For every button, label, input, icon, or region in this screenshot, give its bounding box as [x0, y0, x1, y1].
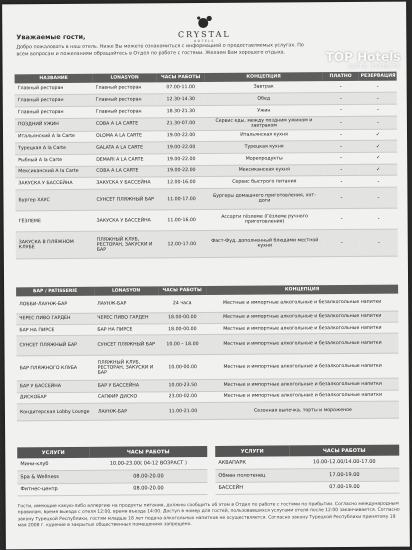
cell-concept: Сервис быстрого питания — [205, 176, 323, 189]
col-header: ЧАСЫ РАБОТЫ — [158, 286, 206, 295]
table-row — [17, 482, 207, 496]
cell-concept: Местные и импортные алкогольные и безалкогольные напитки — [206, 333, 398, 354]
cell-hours: 17.00-19.00 — [289, 468, 399, 481]
cell-location: COBA A LA CARTE — [93, 117, 157, 130]
services-table-right — [215, 445, 399, 495]
table-row — [16, 229, 398, 259]
cell-hours: 07.00-19.00 — [289, 481, 399, 494]
cell-hours: 12.00-16.00 — [157, 177, 205, 189]
cell-concept: Местные и импортные алкогольные и безалкогольные напитки — [206, 311, 398, 324]
table-row — [215, 481, 399, 495]
cell-concept: Турецкая кухня — [205, 141, 323, 154]
watermark-subtitle: ФОТО ТУРИСТА — [348, 63, 401, 70]
cell-hours: 08.00-20.00 — [89, 482, 207, 495]
cell-name: БАР ПЛЯЖНОГО КЛУБА — [17, 356, 95, 382]
cell-reservation: ✓ — [359, 152, 397, 164]
cell-name: Рыбный A la Carte — [15, 154, 93, 166]
hotel-logo — [164, 15, 244, 44]
cell-concept: Ассорти гёзлеме (Гёзлеме ручного приготовления) — [206, 209, 324, 231]
cell-location: СУНСЕТ ПЛЯЖНЫЙ БАР — [93, 189, 157, 210]
table-row — [16, 208, 398, 232]
col-header: БАР / PATISSERIE — [16, 287, 94, 297]
brand-name: CRYSTAL — [177, 29, 231, 40]
footer-notes: Гости, имеющие какую-либо аллергию на продукты питания, должны сообщить об этом в Отдел по работе с гостями по прибытии. Согласно международным правилам, время выезда с отеля 12:00, время въезда 14:00. Доступ в номер для гостей, пользовавшихся услугами отеля после 12:00 заканчивается. Согласно закону Турецкой Республики, гостям младше 18 лет подача алкогольных напитков не осуществляется. Согласно закону Турецкой Республики принятому 19 мая 2008 г. курение в закрытых общественных помещениях запрещено. — [17, 501, 400, 529]
col-header: LONASYON — [94, 286, 158, 295]
cell-hours: 10.00-00.00 — [159, 355, 207, 380]
cell-service: БАССЕЙН — [215, 481, 289, 494]
cell-paid: - — [324, 208, 360, 229]
cell-paid: - — [323, 176, 359, 188]
cell-name: Бургер ХАУС — [15, 189, 93, 211]
cell-paid: - — [323, 104, 359, 116]
cell-service: Фитнес-центр — [17, 483, 89, 496]
cell-name: ДИСКОБАР — [17, 392, 95, 404]
info-sheet — [2, 2, 410, 550]
cell-name: ЗАКУСКА В ПЛЯЖНОМ КЛУБЕ — [16, 231, 94, 259]
col-header: ЧАСЫ РАБОТЫ — [289, 445, 399, 457]
cell-location: ЗАКУСКА У БАССЕЙНА — [93, 177, 157, 189]
cell-concept: Местные и импортные алкогольные и безалкогольные напитки — [206, 322, 398, 335]
cell-location: Главный ресторан — [93, 94, 157, 106]
cell-location: БАР НА ПИРСЕ — [94, 324, 158, 336]
cell-reservation: - — [359, 81, 397, 93]
cell-concept: Морепродукты — [205, 153, 323, 166]
cell-paid: - — [323, 164, 359, 176]
cell-concept: Местные и импортные алкогольные и безалкогольные напитки — [207, 390, 399, 403]
col-header: НАЗВАНИЕ — [15, 74, 93, 84]
cell-concept: Сервис еды, между поздним ужином и завтраком — [205, 116, 323, 130]
table-row — [16, 333, 398, 356]
cell-location: DEMARI A LA CARTE — [93, 154, 157, 166]
cell-reservation: ✓ — [359, 164, 397, 176]
cell-location: БАР У БАССЕЙНА — [95, 380, 159, 392]
cell-service: АКВАПАРК — [215, 456, 289, 469]
cell-hours: 21.30-07.00 — [157, 117, 205, 130]
greeting-text: Добро пожаловать в наш отель. Ниже Вы можете ознакомиться с информацией о предоставляемых услугах. По всем вопросам и пожеланиям обращайтесь в Отдел по работе с гостями. Желаем Вам хорошего отдыха. — [16, 43, 304, 58]
cell-concept: Местные и импортные алкогольные и безалкогольные напитки — [207, 378, 399, 391]
cell-paid: - — [323, 81, 359, 93]
cell-hours: 19.00-22.00 — [157, 153, 205, 165]
cell-concept: Мексиканская кухня — [205, 164, 323, 177]
cell-concept: Сезонная выпечка, торты и мороженое — [207, 401, 399, 419]
col-header: ЧАСЫ РАБОТЫ — [89, 446, 207, 458]
cell-reservation: - — [360, 229, 398, 256]
cell-location: ЗАКУСКА У БАССЕЙНА — [94, 210, 158, 231]
greeting-title: Уважаемые гости, — [16, 32, 86, 42]
cell-hours: 19.00-22.00 — [157, 130, 205, 142]
col-header: УСЛУГИ — [17, 447, 89, 459]
cell-hours: 24 часа — [158, 295, 206, 312]
brand-sub: HOTELS — [193, 38, 215, 44]
cell-location: ЛАУНЖ-БАР — [94, 295, 158, 312]
cell-hours: 18.00-00.00 — [158, 323, 206, 335]
cell-name: Мексиканский A la Carte — [15, 166, 93, 178]
cell-hours: 19.00-22.00 — [157, 142, 205, 154]
cell-name: Турецкая A la Carte — [15, 143, 93, 155]
cell-concept: Местные и импортные алкогольные и безалкогольные напитки — [207, 353, 399, 379]
cell-reservation: - — [359, 187, 397, 208]
cell-paid: - — [323, 93, 359, 105]
col-header: КОНЦЕПЦИЯ — [205, 72, 323, 82]
cell-concept: Местные и импортные алкогольные и безалкогольные напитки — [206, 294, 398, 312]
cell-name: ПОЗДНИЙ УЖИН — [15, 118, 93, 132]
table-row — [15, 187, 397, 211]
cell-hours: 10.00-23.00( 04-12 ВОЗРАСТ ) — [89, 457, 207, 470]
cell-hours: 11.00-21.00 — [159, 403, 207, 420]
table-row — [17, 353, 399, 381]
cell-name: БАР НА ПИРСЕ — [16, 324, 94, 336]
cell-hours: 18.00-00.00 — [158, 312, 206, 324]
cell-service: Мини-клуб — [17, 458, 89, 471]
cell-location: Главный ресторан — [93, 106, 157, 118]
services-table-left — [17, 446, 207, 496]
cell-reservation: - — [359, 104, 397, 116]
col-header: КОНЦЕПЦИЯ — [206, 285, 398, 295]
cell-hours: 18.30-21.30 — [157, 105, 205, 117]
cell-paid: - — [323, 141, 359, 153]
logo-mark-icon — [194, 15, 214, 29]
cell-name: Кондитерская Lobby Lounge — [17, 403, 95, 421]
cell-concept: Итальянская кухня — [205, 129, 323, 142]
cell-name: ЧЕРЕС ПИВО ГАРДЕН — [16, 313, 94, 325]
cell-name: ГЁЗЛЕМЕ — [16, 210, 94, 232]
cell-service: Spa & Wellness — [17, 470, 89, 483]
bars-table — [16, 285, 399, 422]
cell-hours: 23.00-02.00 — [159, 391, 207, 403]
cell-name: Итальянский A la Carte — [15, 131, 93, 143]
cell-name: БАР У БАССЕЙНА — [17, 381, 95, 393]
cell-hours: 11.00-17.00 — [157, 189, 205, 210]
cell-location: САПФИР ДИСКО — [95, 392, 159, 404]
cell-location: СУНСЕТ ПЛЯЖНЫЙ БАР — [94, 335, 158, 355]
cell-hours: 10.00-23.50 — [159, 380, 207, 392]
cell-name: СУНСЕТ ПЛЯЖНЫЙ БАР — [16, 336, 94, 357]
cell-name: Главный ресторан — [15, 106, 93, 118]
restaurants-table — [15, 72, 398, 260]
table-row — [17, 401, 399, 421]
cell-name: Главный ресторан — [15, 83, 93, 95]
col-header: ПЛАТНО — [323, 72, 359, 81]
cell-hours: 19.00-22.00 — [157, 165, 205, 177]
col-header: РЕЗЕРВАЦИЯ — [359, 72, 397, 81]
cell-concept: Фаст-Фуд, дополненный блюдами местной кухни — [206, 230, 324, 258]
cell-hours: 08.00-20.00 — [89, 469, 207, 482]
watermark-title: TOP Hotels — [325, 49, 401, 65]
cell-reservation: - — [359, 175, 397, 187]
cell-hours: 12.30-14.30 — [157, 94, 205, 106]
cell-location: ЛАУНЖ-БАР — [95, 403, 159, 420]
col-header: УСЛУГИ — [215, 445, 289, 457]
cell-reservation: - — [359, 116, 397, 129]
cell-hours: 10.00-12.00/14.00-17.00 — [289, 456, 399, 469]
cell-location: ПЛЯЖНЫЙ КЛУБ, РЕСТОРАН, ЗАКУСКИ И БАР — [95, 355, 159, 380]
cell-hours: 12.00-17.00 — [158, 231, 206, 258]
cell-reservation: ✓ — [359, 140, 397, 152]
cell-location: ПЛЯЖНЫЙ КЛУБ, РЕСТОРАН, ЗАКУСКИ И БАР — [94, 231, 158, 258]
cell-paid: - — [324, 229, 360, 256]
cell-hours: 10.00 – 18.00 — [158, 335, 206, 355]
cell-location: COBA A LA CARTE — [93, 165, 157, 177]
cell-location: GALATA A LA CARTE — [93, 142, 157, 154]
cell-concept: Бургеры домашнего приготовления, хот-доги — [205, 188, 323, 210]
cell-hours: 11.00-16.00 — [158, 210, 206, 231]
col-header: LONASYON — [93, 73, 157, 82]
cell-concept: Обед — [205, 93, 323, 106]
cell-location: ЧЕРЕС ПИВО ГАРДЕН — [94, 312, 158, 324]
cell-location: OLOMA A LA CARTE — [93, 130, 157, 142]
cell-paid: - — [323, 129, 359, 141]
cell-reservation: ✓ — [359, 129, 397, 141]
cell-paid: - — [323, 152, 359, 164]
cell-paid: - — [323, 187, 359, 208]
cell-reservation: - — [359, 92, 397, 104]
cell-paid: - — [323, 116, 359, 129]
cell-name: ЛОББИ-ЛАУНЖ-БАР — [16, 296, 94, 314]
cell-service: Обмен полотенец — [215, 469, 289, 482]
col-header: ЧАСЫ РАБОТЫ — [157, 73, 205, 82]
cell-name: Главный ресторан — [15, 94, 93, 106]
watermark — [326, 50, 401, 71]
cell-reservation: - — [360, 208, 398, 229]
cell-concept: Ужин — [205, 105, 323, 118]
cell-name: ЗАКУСКА У БАССЕЙНА — [15, 178, 93, 190]
cell-location: Главный ресторан — [93, 82, 157, 94]
cell-hours: 07.00-11.00 — [157, 82, 205, 94]
cell-concept: Завтрак — [205, 81, 323, 94]
